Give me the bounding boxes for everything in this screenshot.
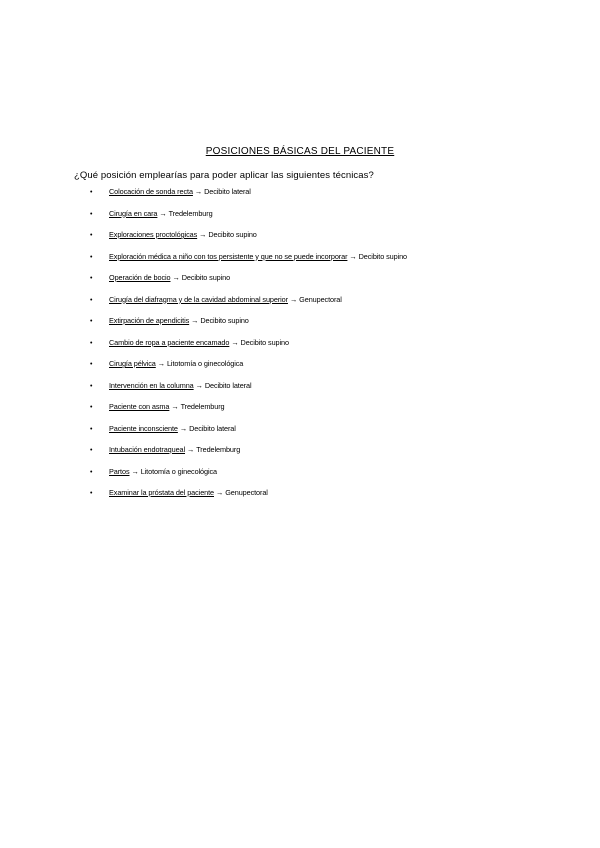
- technique-text: Paciente con asma: [109, 402, 170, 411]
- list-item: [90, 487, 407, 509]
- arrow-icon: →: [172, 273, 180, 282]
- arrow-icon: →: [131, 466, 139, 476]
- arrow-icon: →: [349, 251, 357, 261]
- bullet-icon: •: [90, 253, 93, 261]
- technique-text: Intervención en la columna: [109, 380, 194, 390]
- list-item: [90, 401, 407, 423]
- bullet-icon: •: [90, 232, 93, 239]
- position-text: Tredelemburg: [168, 208, 213, 218]
- position-text: Decibito lateral: [204, 380, 252, 390]
- technique-text: Paciente inconsciente: [109, 423, 178, 433]
- bullet-icon: •: [90, 361, 93, 368]
- arrow-icon: →: [191, 316, 199, 325]
- bullet-icon: •: [90, 425, 93, 433]
- bullet-icon: •: [90, 468, 93, 476]
- bullet-icon: •: [90, 296, 93, 304]
- list-item: [90, 380, 407, 402]
- arrow-icon: →: [194, 187, 203, 196]
- technique-text: Cambio de ropa a paciente encamado: [109, 337, 230, 347]
- bullet-icon: •: [90, 318, 93, 325]
- technique-text: Partos: [109, 466, 130, 476]
- bullet-icon: •: [90, 490, 93, 497]
- arrow-icon: →: [187, 445, 195, 454]
- list-item: [90, 294, 407, 316]
- list-item: [90, 315, 407, 337]
- technique-text: Exploraciones proctológicas: [109, 230, 198, 239]
- position-text: Decibito supino: [240, 337, 289, 347]
- list-item: [90, 423, 407, 445]
- position-text: Decibito supino: [200, 316, 249, 325]
- list-item: [90, 272, 407, 294]
- technique-text: Exploración médica a niño con tos persistente y que no se puede incorporar: [109, 251, 348, 261]
- list-item: [90, 444, 407, 466]
- technique-text: Intubación endotraqueal: [109, 445, 186, 454]
- document-title: POSICIONES BÁSICAS DEL PACIENTE: [205, 146, 395, 157]
- technique-text: Extirpación de apendicitis: [109, 316, 190, 325]
- arrow-icon: →: [159, 208, 167, 218]
- position-text: Litotomía o ginecológica: [140, 466, 217, 476]
- bullet-icon: •: [90, 189, 93, 196]
- list-item: [90, 186, 407, 208]
- question-text: ¿Qué posición emplearías para poder aplicar las siguientes técnicas?: [74, 170, 374, 181]
- list-item: [90, 358, 407, 380]
- bullet-icon: •: [90, 339, 93, 347]
- techniques-list: [90, 186, 407, 509]
- position-text: Genupectoral: [225, 488, 268, 497]
- arrow-icon: →: [179, 423, 188, 433]
- position-text: Decibito supino: [181, 273, 231, 282]
- list-item: [90, 229, 407, 251]
- technique-text: Cirugía pélvica: [109, 359, 156, 368]
- arrow-icon: →: [199, 230, 207, 239]
- position-text: Decibito lateral: [189, 423, 236, 433]
- list-item: [90, 466, 407, 488]
- list-item: [90, 251, 407, 273]
- list-item: [90, 337, 407, 359]
- arrow-icon: →: [195, 380, 203, 390]
- position-text: Tredelemburg: [196, 445, 241, 454]
- arrow-icon: →: [289, 294, 298, 304]
- position-text: Decibito lateral: [204, 187, 251, 196]
- bullet-icon: •: [90, 210, 93, 218]
- position-text: Decibito supino: [208, 230, 257, 239]
- technique-text: Examinar la próstata del paciente: [109, 488, 214, 497]
- position-text: Decibito supino: [358, 251, 408, 261]
- arrow-icon: →: [231, 337, 239, 347]
- bullet-icon: •: [90, 275, 93, 282]
- position-text: Litotomía o ginecológica: [166, 359, 244, 368]
- technique-text: Colocación de sonda recta: [109, 187, 193, 196]
- bullet-icon: •: [90, 447, 93, 454]
- arrow-icon: →: [157, 359, 165, 368]
- arrow-icon: →: [216, 488, 224, 497]
- bullet-icon: •: [90, 404, 93, 411]
- list-item: [90, 208, 407, 230]
- bullet-icon: •: [90, 382, 93, 390]
- technique-text: Cirugía en cara: [109, 208, 158, 218]
- technique-text: Cirugía del diafragma y de la cavidad abdominal superior: [109, 294, 288, 304]
- technique-text: Operación de bocio: [109, 273, 171, 282]
- position-text: Genupectoral: [299, 294, 342, 304]
- position-text: Tredelemburg: [180, 402, 225, 411]
- arrow-icon: →: [171, 402, 179, 411]
